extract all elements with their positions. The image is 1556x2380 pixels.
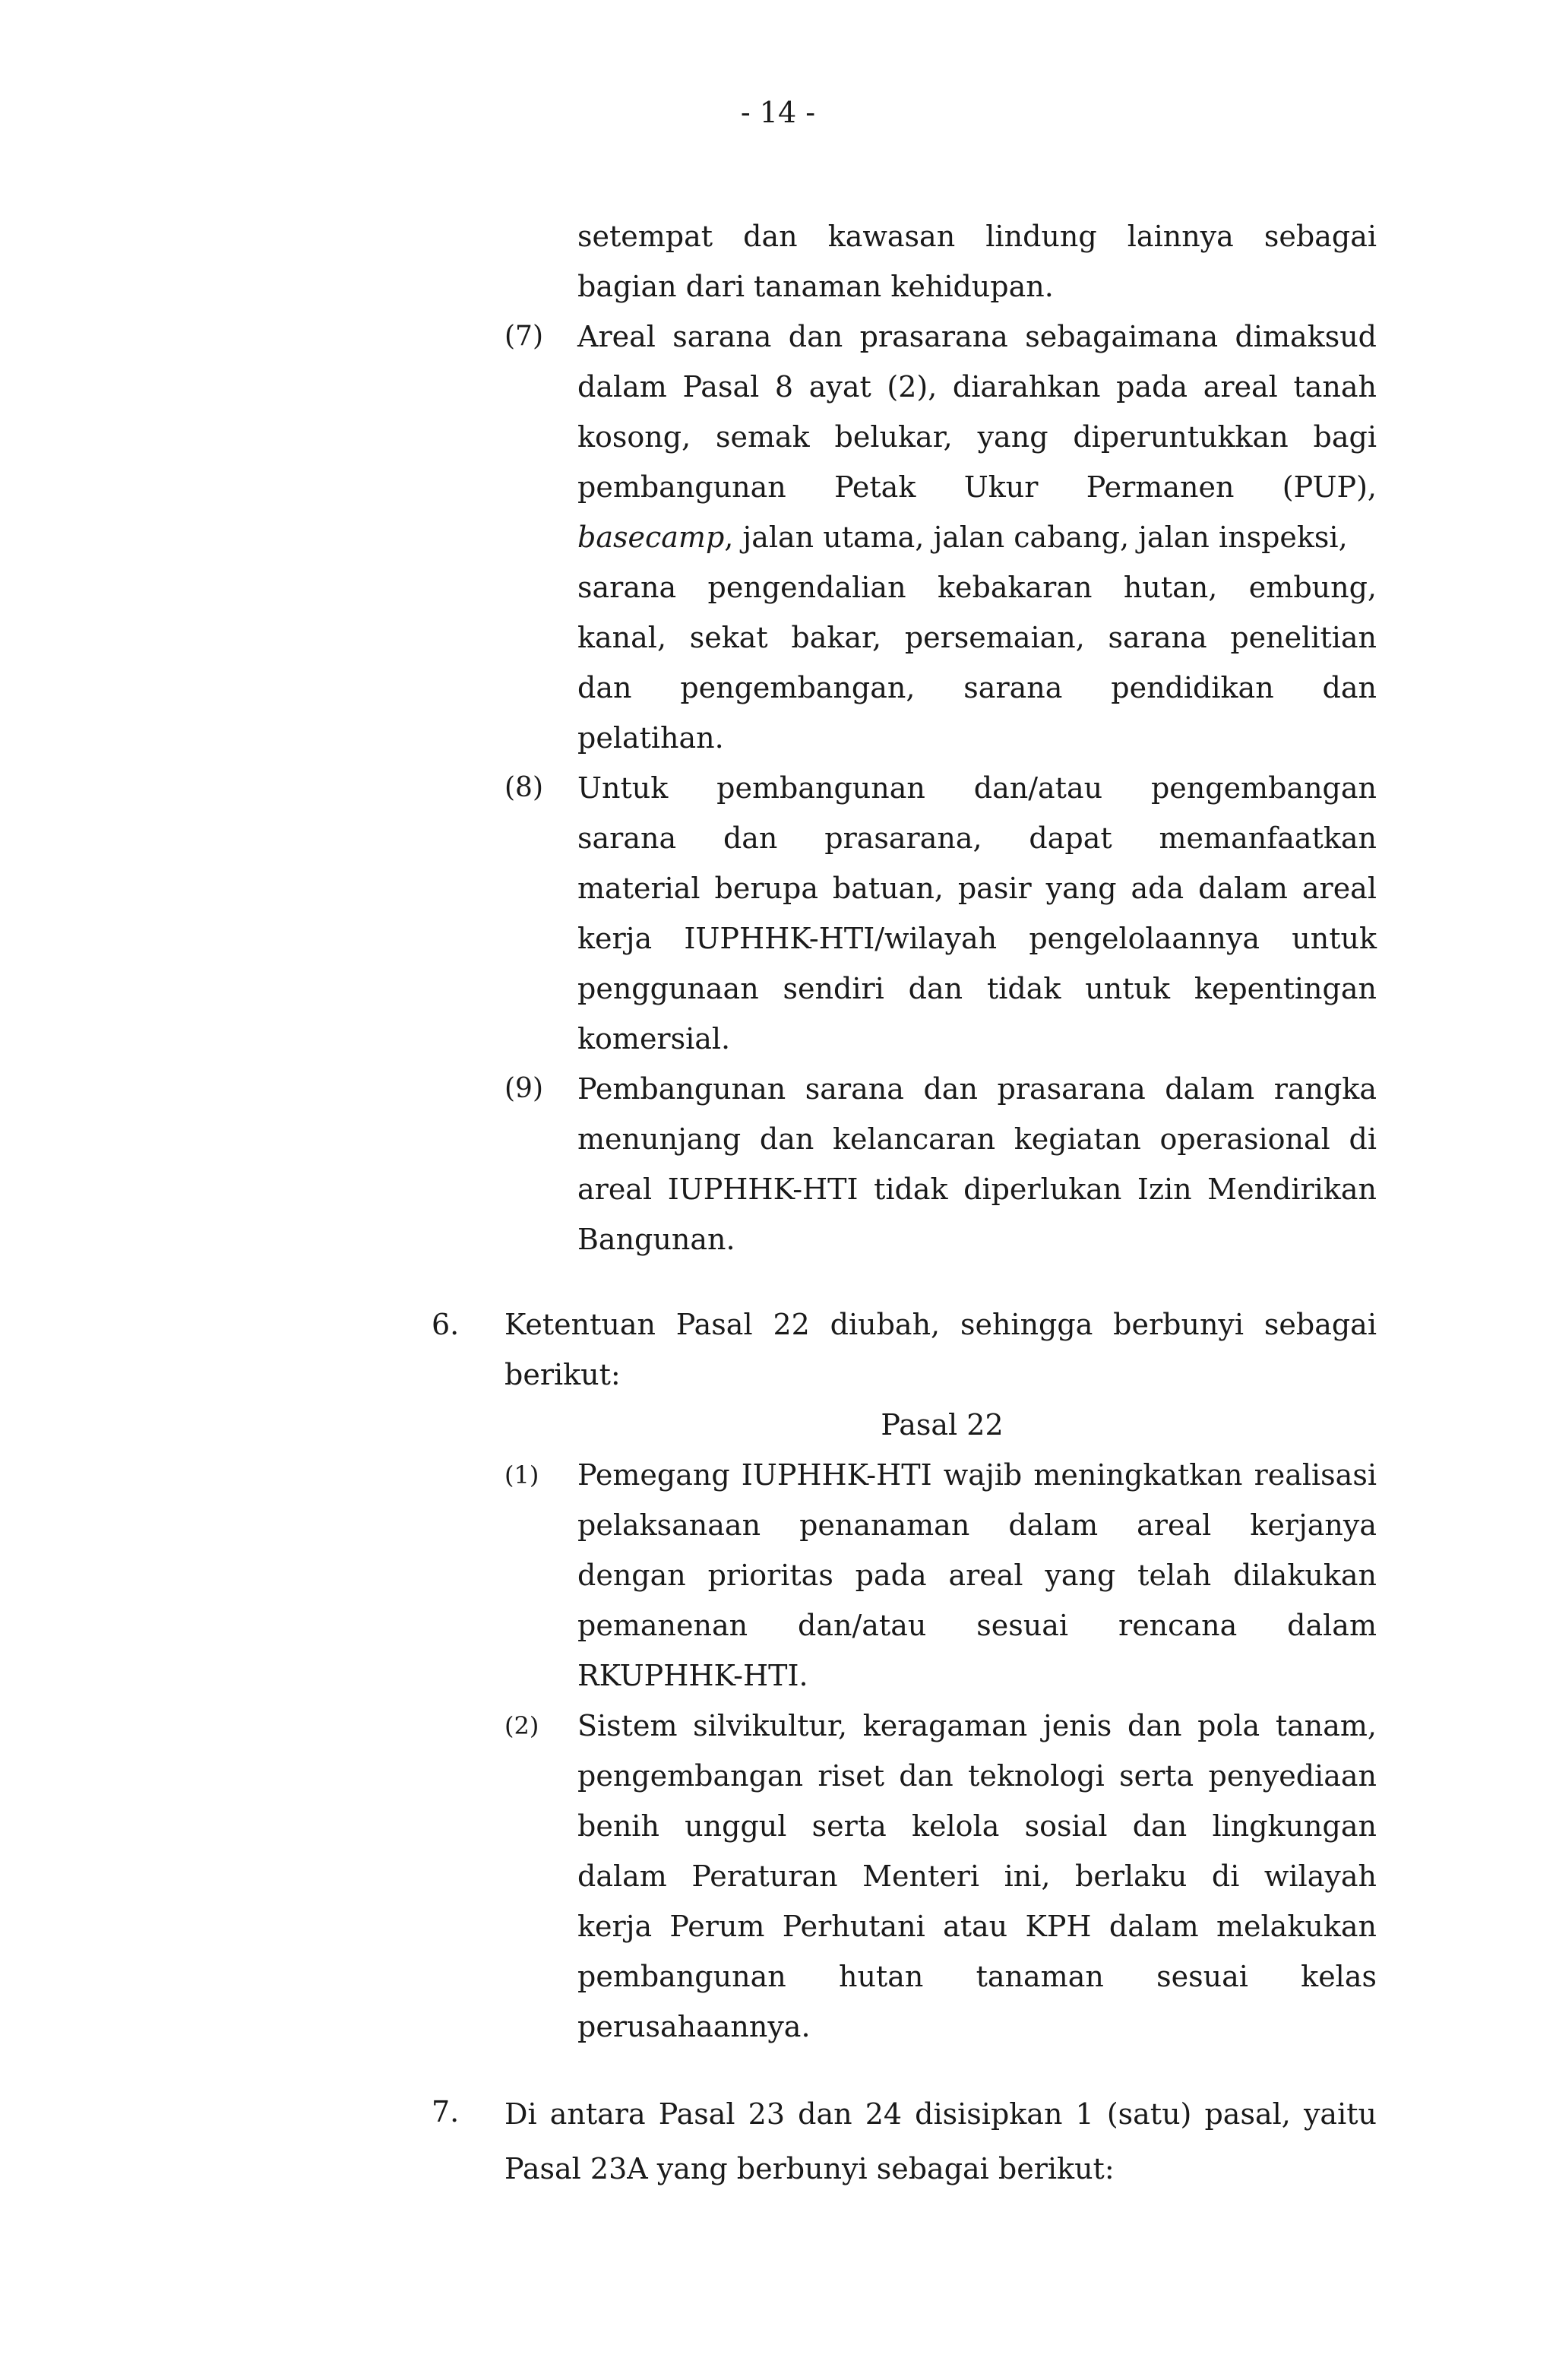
text-line: setempat dan kawasan lindung lainnya sebagai xyxy=(577,220,1377,253)
point-number: 6. xyxy=(432,1308,460,1341)
article-heading: Pasal 22 xyxy=(881,1408,1004,1442)
text-line: dan pengembangan, sarana pendidikan dan xyxy=(577,671,1377,704)
text-line: dengan prioritas pada areal yang telah dilakukan xyxy=(577,1559,1377,1592)
text-line: material berupa batuan, pasir yang ada dalam areal xyxy=(577,872,1377,905)
list-item xyxy=(577,312,1377,763)
list-item xyxy=(577,1450,1377,1701)
text-line: dalam Peraturan Menteri ini, berlaku di wilayah xyxy=(577,1859,1377,1893)
text-line: Areal sarana dan prasarana sebagaimana dimaksud xyxy=(577,320,1377,353)
item-number: (1) xyxy=(504,1461,539,1489)
text-fragment: , jalan utama, jalan cabang, jalan inspeksi, xyxy=(724,521,1348,554)
list-item xyxy=(577,1064,1377,1264)
text-line: penggunaan sendiri dan tidak untuk kepentingan xyxy=(577,972,1377,1005)
list-item xyxy=(577,1701,1377,2052)
text-line: Sistem silvikultur, keragaman jenis dan pola tanam, xyxy=(577,1709,1377,1742)
text-line: pengembangan riset dan teknologi serta penyediaan xyxy=(577,1759,1377,1793)
text-line: pembangunan Petak Ukur Permanen (PUP), xyxy=(577,470,1377,504)
text-line: Di antara Pasal 23 dan 24 disisipkan 1 (satu) pasal, yaitu xyxy=(504,2097,1377,2131)
item-number: (2) xyxy=(504,1711,539,1740)
list-item xyxy=(577,763,1377,1064)
text-line: dalam Pasal 8 ayat (2), diarahkan pada areal tanah xyxy=(577,370,1377,404)
item-continuation xyxy=(577,211,1377,312)
text-line: kerja IUPHHK-HTI/wilayah pengelolaannya untuk xyxy=(577,922,1377,955)
text-line: areal IUPHHK-HTI tidak diperlukan Izin Mendirikan xyxy=(577,1173,1377,1206)
text-line: Pembangunan sarana dan prasarana dalam rangka xyxy=(577,1072,1377,1106)
text-line: berikut: xyxy=(504,1358,621,1391)
text-line: pemanenan dan/atau sesuai rencana dalam xyxy=(577,1609,1377,1642)
text-line xyxy=(577,512,1377,562)
text-line: bagian dari tanaman kehidupan. xyxy=(577,270,1054,303)
text-line: kanal, sekat bakar, persemaian, sarana penelitian xyxy=(577,621,1377,654)
italic-term: basecamp xyxy=(577,521,725,554)
text-line: kosong, semak belukar, yang diperuntukkan bagi xyxy=(577,420,1377,454)
point-number: 7. xyxy=(432,2095,460,2128)
text-line: komersial. xyxy=(577,1022,731,1055)
text-line: menunjang dan kelancaran kegiatan operasional di xyxy=(577,1122,1377,1156)
text-line: Untuk pembangunan dan/atau pengembangan xyxy=(577,771,1377,805)
text-line: benih unggul serta kelola sosial dan lingkungan xyxy=(577,1809,1377,1843)
page-number: - 14 - xyxy=(740,96,816,129)
text-line: perusahaannya. xyxy=(577,2010,811,2043)
text-line: pembangunan hutan tanaman sesuai kelas xyxy=(577,1960,1377,1993)
item-number: (8) xyxy=(504,772,543,803)
point-text xyxy=(504,1299,1377,1400)
text-line: pelatihan. xyxy=(577,721,724,755)
text-line: Bangunan. xyxy=(577,1223,735,1256)
text-line: Pemegang IUPHHK-HTI wajib meningkatkan realisasi xyxy=(577,1458,1377,1492)
text-line: Ketentuan Pasal 22 diubah, sehingga berbunyi sebagai xyxy=(504,1308,1377,1341)
item-number: (9) xyxy=(504,1073,543,1104)
text-line: Pasal 23A yang berbunyi sebagai berikut: xyxy=(504,2152,1115,2185)
text-line: sarana pengendalian kebakaran hutan, embung, xyxy=(577,571,1377,604)
text-line: RKUPHHK-HTI. xyxy=(577,1659,808,1692)
text-line: sarana dan prasarana, dapat memanfaatkan xyxy=(577,821,1377,855)
point-text xyxy=(504,2087,1377,2196)
item-number: (7) xyxy=(504,321,543,352)
text-line: pelaksanaan penanaman dalam areal kerjanya xyxy=(577,1508,1377,1542)
text-line: kerja Perum Perhutani atau KPH dalam melakukan xyxy=(577,1910,1377,1943)
